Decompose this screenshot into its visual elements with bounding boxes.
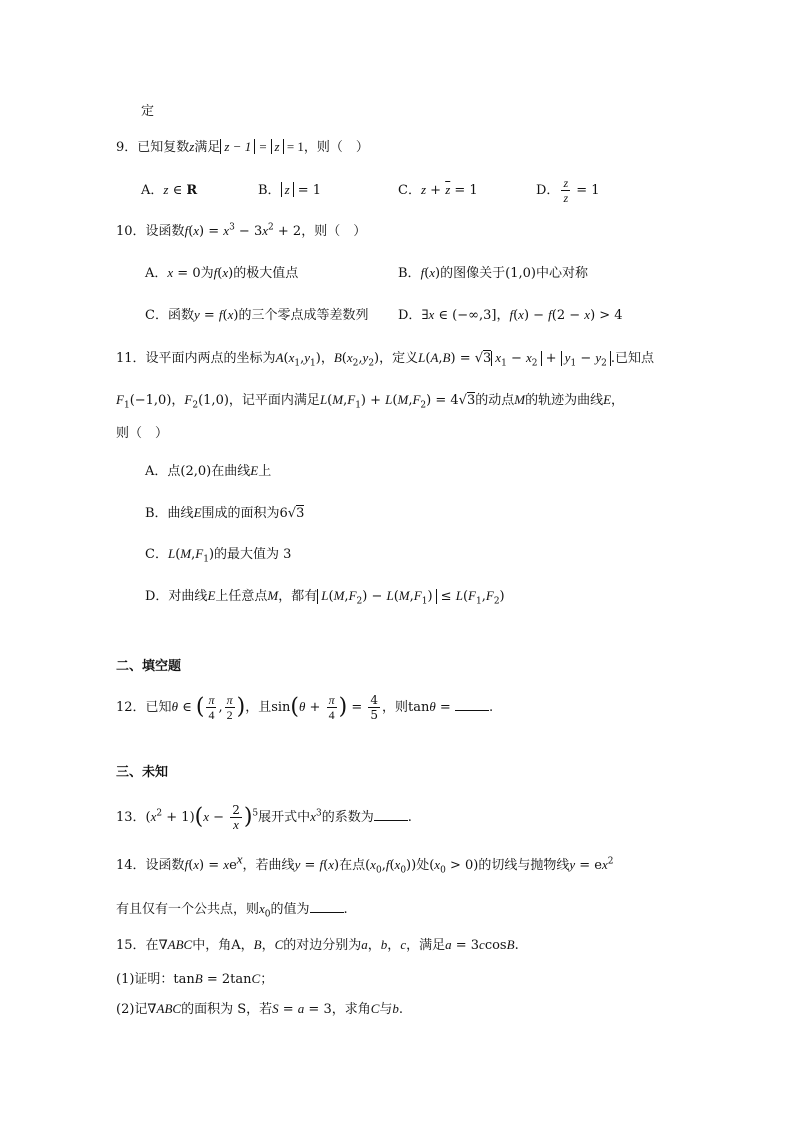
question-15: 15．在∇ABC中，角A，B，C的对边分别为a，b，c，满足a = 3ccosB. <box>116 937 519 953</box>
q14-b: ，若曲线 <box>242 858 295 873</box>
q10-a-label: A． <box>145 266 168 281</box>
q15-p1a: (1)证明： <box>116 972 174 987</box>
question-12: 12．已知θ ∈ ( $\frac{\pi}{4}$ , $\frac{\pi}{2}$ )，且sin(θ + $\frac{\pi}{4}$ ) = $\frac{4}{5}$ ，则tanθ = . <box>116 693 494 722</box>
q9-option-d: D． $\frac{z}{z}$ = 1 <box>536 176 600 205</box>
q11-l2a: ，记平面内满足 <box>228 393 320 408</box>
q15-d: ， <box>261 938 275 953</box>
q14-line-2: 有且仅有一个公共点，则$x_0$的值为 . <box>116 901 348 920</box>
q11-line-3: 则（ ） <box>116 426 169 441</box>
q14-l2c: . <box>343 902 348 917</box>
q15-p2b: 的面积为 S，若 <box>181 1002 273 1017</box>
q11-l2b: 的动点 <box>475 393 515 408</box>
q14-c: 在点 <box>339 858 366 873</box>
q11-option-a: A．点(2,0)在曲线E上 <box>145 463 272 479</box>
q14-e: 的切线与抛物线 <box>478 858 570 873</box>
q9-option-a: A．z ∈ R <box>141 182 198 198</box>
section-heading-unknown: 三、未知 <box>116 765 169 780</box>
q14-number: 14． <box>116 858 146 873</box>
q10-option-c: C．函数y = f(x)的三个零点成等差数列 <box>145 307 369 323</box>
q9-number: 9． <box>116 140 138 155</box>
q11-a-a: A．点 <box>145 464 181 479</box>
question-10: 10．设函数$f(x) = x^3 - 3x^2 + 2$，则（ ） <box>116 222 367 239</box>
q15-a: 在 <box>145 938 159 953</box>
q15-c: ， <box>240 938 254 953</box>
q15-f: ， <box>367 938 381 953</box>
q12-number: 12． <box>116 700 146 715</box>
q12-d: . <box>488 700 494 715</box>
q11-option-c: C．$L(M,F_1)$的最大值为 3 <box>145 546 292 565</box>
q10-b-label: B． <box>398 266 421 281</box>
q15-h: ，满足 <box>406 938 446 953</box>
q11-a-b: 在曲线 <box>211 464 251 479</box>
question-13: 13．$(x^2 + 1)(x$ − $\frac{2}{x}$ )$^5$展开式中$x^3$的系数为 . <box>116 803 412 832</box>
q14-l2b: 的值为 <box>270 902 310 917</box>
q11-line-2: $F_1(-1,0)$，$F_2(1,0)$，记平面内满足$L(M,F_1) + L(M,F_2) = 4√3$的动点M的轨迹为曲线E， <box>116 392 625 411</box>
q10-b-tail2: 中心对称 <box>535 266 588 281</box>
q11-option-b: B．曲线E围成的面积为6√3 <box>145 505 305 521</box>
q10-stem-b: ，则（ ） <box>301 224 367 239</box>
q11-l1c: 已知点 <box>615 351 655 366</box>
section-heading-fill-in: 二、填空题 <box>116 659 182 674</box>
q15-p2d: 与 <box>379 1002 393 1017</box>
q10-option-b: B．f(x)的图像关于(1,0)中心对称 <box>398 265 588 281</box>
q11-b-b: 围成的面积为 <box>201 506 280 521</box>
q8-tail: 定 <box>141 104 155 119</box>
q9-stem-b: 满足 <box>194 140 221 155</box>
q10-c-tail: 的三个零点成等差数列 <box>238 308 369 323</box>
q14-l2a: 有且仅有一个公共点，则 <box>116 902 260 917</box>
q11-a-c: 上 <box>258 464 272 479</box>
q9-option-a-label: A． <box>141 183 164 198</box>
q9-stem-c: ，则（ ） <box>303 140 369 155</box>
q15-p2e: . <box>398 1002 404 1017</box>
q15-e: 的对边分别为 <box>283 938 362 953</box>
q13-number: 13． <box>116 810 146 825</box>
q11-d-b: 上任意点 <box>215 589 268 604</box>
q10-option-a: A．x = 0为f(x)的极大值点 <box>145 265 299 281</box>
question-14: 14．设函数$f(x) = xe^x$，若曲线y = f(x)在点$(x_0,f(x_0))$处$(x_0 > 0)$的切线与抛物线$y = ex^2$ <box>116 851 614 876</box>
q12-a: 已知 <box>145 700 172 715</box>
q10-c-label: C．函数 <box>145 308 194 323</box>
q15-p2a: (2)记 <box>116 1002 148 1017</box>
q9-option-d-label: D． <box>536 183 560 198</box>
q13-b: 的系数为 <box>321 810 374 825</box>
q11-l2c: 的轨迹为曲线 <box>525 393 604 408</box>
q12-b: ，且 <box>245 700 272 715</box>
q11-d-a: D．对曲线 <box>145 589 208 604</box>
q12-c: ，则 <box>382 700 409 715</box>
q15-g: ， <box>387 938 401 953</box>
q13-c: . <box>407 810 412 825</box>
q10-b-tail: 的图像关于 <box>440 266 506 281</box>
q13-answer-blank[interactable] <box>374 808 408 821</box>
q10-a-tail2: 的极大值点 <box>233 266 299 281</box>
question-11: 11．设平面内两点的坐标为$A(x_1,y_1)$，$B(x_2,y_2)$，定义L(A,B) = √3 $x_1 - x_2 + y_1 - y_2$ .已知点 <box>116 350 655 369</box>
q11-d-c: ，都有 <box>278 589 318 604</box>
q11-option-d: D．对曲线E上任意点M，都有 $L(M,F_2) - L(M,F_1) \le L(F_1,F_2)$ <box>145 588 505 607</box>
q11-c-a: C． <box>145 547 168 562</box>
q14-answer-blank[interactable] <box>310 900 344 913</box>
q10-stem: 设函数 <box>145 224 185 239</box>
q10-a-tail: 为 <box>200 266 214 281</box>
q14-d: 处 <box>416 858 430 873</box>
q11-number: 11． <box>116 351 146 366</box>
q9-option-c: C．$z + \overline{z} = 1$ <box>398 182 478 198</box>
q15-part-2: (2)记∇ABC的面积为 S，若S = a = 3，求角C与b. <box>116 1001 404 1017</box>
q13-a: 展开式中 <box>258 810 311 825</box>
q15-part-1: (1)证明：tanB = 2tanC； <box>116 971 274 987</box>
q9-option-b: B． z = 1 <box>258 182 322 198</box>
q14-a: 设函数 <box>145 858 185 873</box>
q11-l2d: ， <box>611 393 625 408</box>
q9-stem: 已知复数 <box>137 140 190 155</box>
q15-p2c: ，求角 <box>331 1002 371 1017</box>
q11-l1a: 设平面内两点的坐标为 <box>145 351 276 366</box>
q15-b: 中，角 <box>192 938 232 953</box>
q11-b-a: B．曲线 <box>145 506 194 521</box>
q12-answer-blank[interactable] <box>455 698 489 711</box>
q10-option-d: D．∃x ∈ (−∞,3]，f(x) − f(2 − x) > 4 <box>398 307 623 323</box>
q11-l1b: ，定义 <box>379 351 419 366</box>
q9-option-c-label: C． <box>398 183 421 198</box>
question-9: 9．已知复数z满足 z − 1 = z = 1，则（ ） <box>116 139 369 155</box>
q10-number: 10． <box>116 224 146 239</box>
q10-d-label: D． <box>398 308 422 323</box>
q15-number: 15． <box>116 938 146 953</box>
q11-c-b: 的最大值为 3 <box>214 547 292 562</box>
q9-option-b-label: B． <box>258 183 281 198</box>
